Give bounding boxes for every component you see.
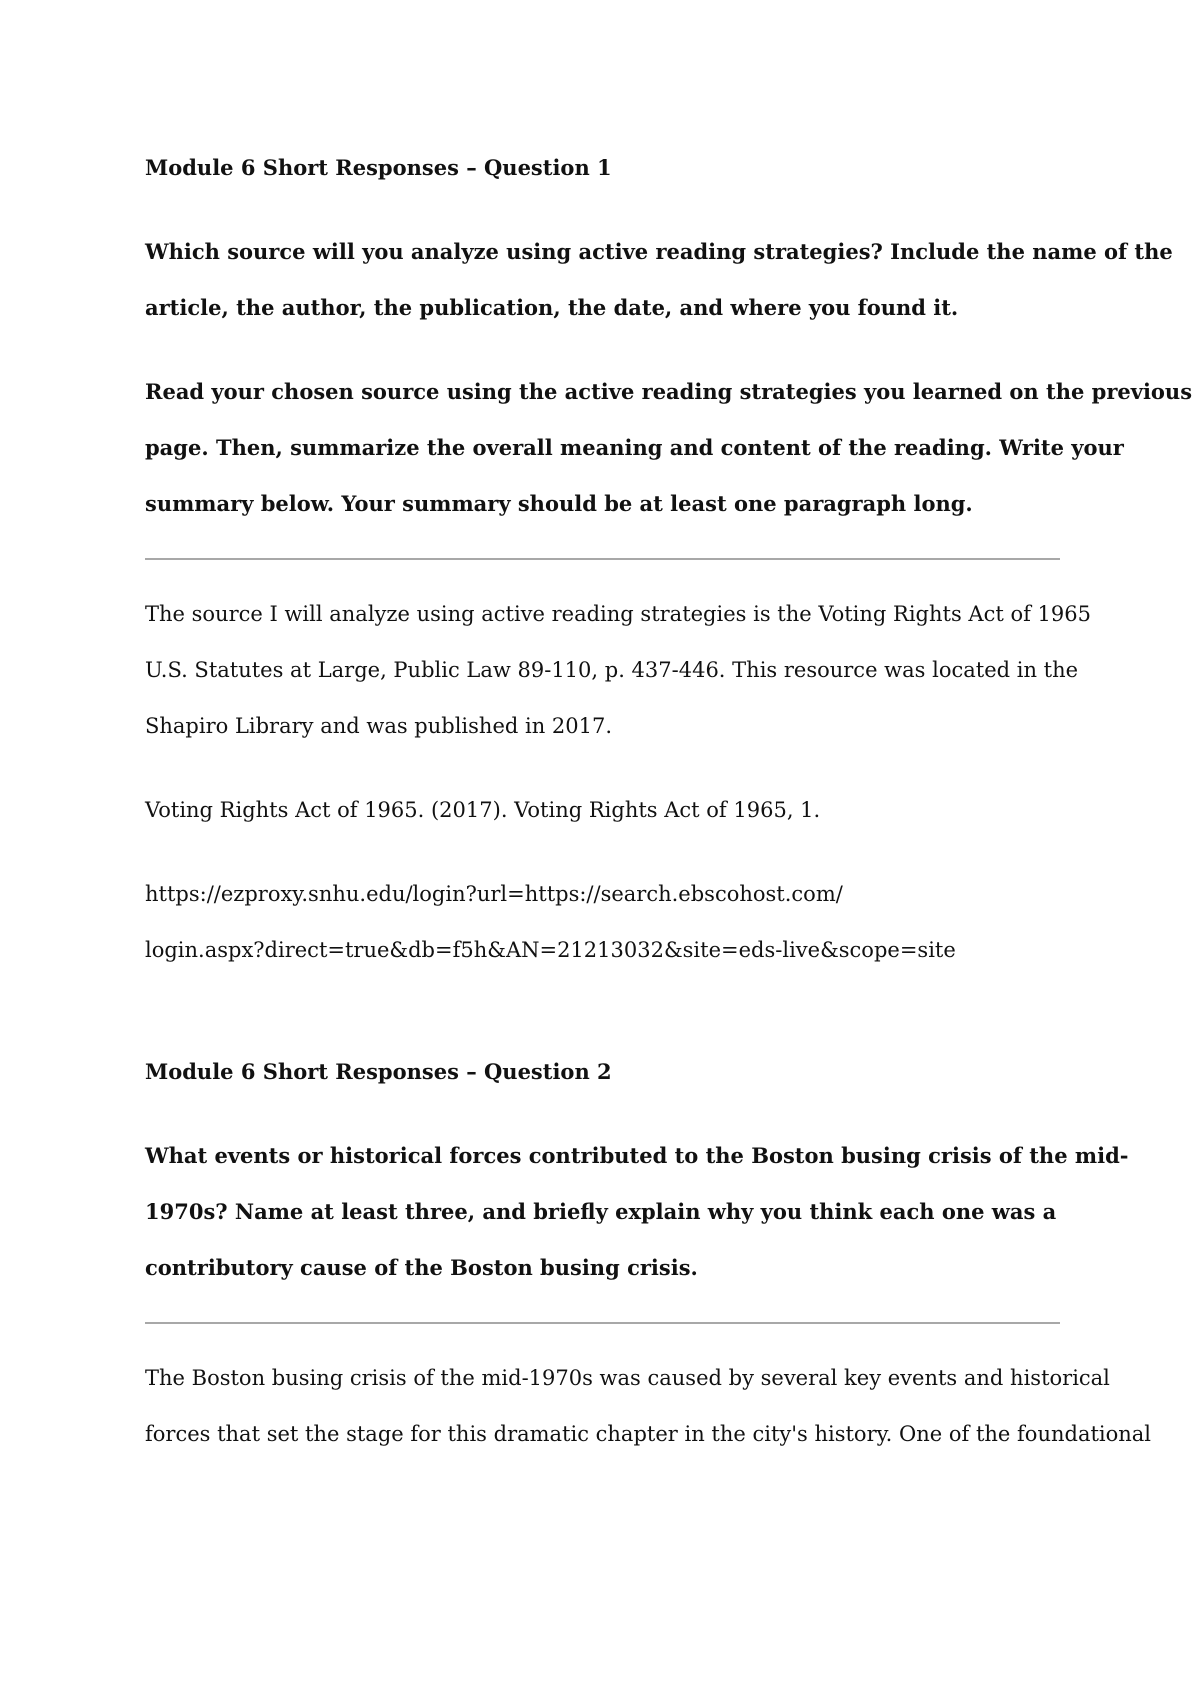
q1-answer-line: The source I will analyze using active reading strategies is the Voting Rights Act of 1965 <box>145 602 1091 626</box>
q1-answer <box>145 586 1091 754</box>
q1-citation: Voting Rights Act of 1965. (2017). Voting Rights Act of 1965, 1. <box>145 798 821 822</box>
q2-prompt-line: 1970s? Name at least three, and briefly explain why you think each one was a <box>145 1199 1057 1224</box>
q1-url-line[interactable]: login.aspx?direct=true&db=f5h&AN=21213032&site=eds-live&scope=site <box>145 938 956 962</box>
q1-url-line[interactable]: https://ezproxy.snhu.edu/login?url=https://search.ebscohost.com/ <box>145 882 843 906</box>
q1-prompt-1 <box>145 224 1173 336</box>
q1-url[interactable] <box>145 866 1060 978</box>
q1-prompt-2-line: page. Then, summarize the overall meaning and content of the reading. Write your <box>145 435 1124 460</box>
document-body <box>145 140 1193 1462</box>
q2-heading: Module 6 Short Responses – Question 2 <box>145 1059 612 1084</box>
q1-divider <box>145 558 1060 560</box>
q2-prompt-line: contributory cause of the Boston busing crisis. <box>145 1255 698 1280</box>
q1-prompt-2-line: summary below. Your summary should be at least one paragraph long. <box>145 491 973 516</box>
q2-prompt-line: What events or historical forces contributed to the Boston busing crisis of the mid- <box>145 1143 1129 1168</box>
q1-heading: Module 6 Short Responses – Question 1 <box>145 155 612 180</box>
q1-prompt-1-line: article, the author, the publication, the date, and where you found it. <box>145 295 959 320</box>
q2-answer-line: forces that set the stage for this dramatic chapter in the city's history. One of the foundational <box>145 1422 1152 1446</box>
q1-prompt-1-line: Which source will you analyze using active reading strategies? Include the name of the <box>145 239 1173 264</box>
q1-prompt-2-line: Read your chosen source using the active reading strategies you learned on the previous <box>145 379 1193 404</box>
q2-divider <box>145 1322 1060 1324</box>
q1-answer-line: Shapiro Library and was published in 2017. <box>145 714 613 738</box>
q2-answer <box>145 1350 1152 1462</box>
q1-prompt-2 <box>145 364 1193 532</box>
q1-answer-line: U.S. Statutes at Large, Public Law 89-110, p. 437-446. This resource was located in the <box>145 658 1079 682</box>
q2-prompt <box>145 1128 1129 1296</box>
q2-answer-line: The Boston busing crisis of the mid-1970s was caused by several key events and historical <box>145 1366 1110 1390</box>
